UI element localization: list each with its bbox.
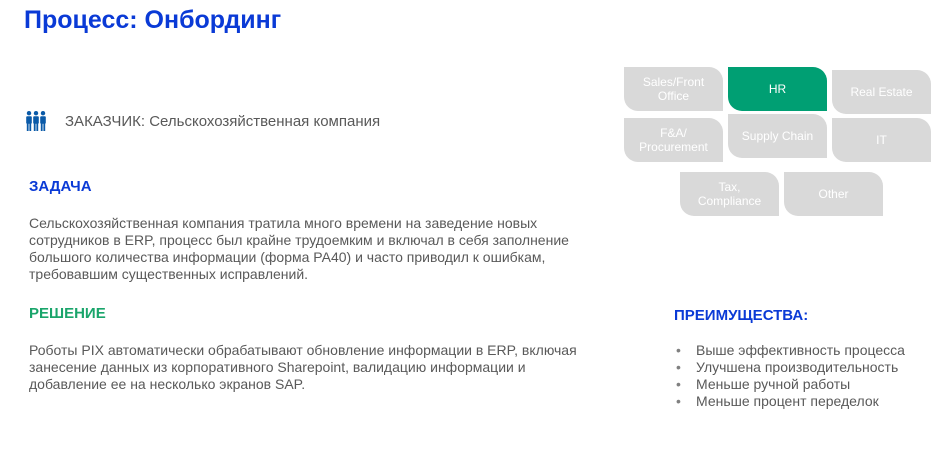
task-line: требовавшим существенных исправлений. <box>29 266 309 282</box>
tile-real-estate: Real Estate <box>832 70 931 114</box>
list-item: • Меньше ручной работы <box>674 376 905 393</box>
task-heading: ЗАДАЧА <box>29 178 92 195</box>
list-item: • Меньше процент переделок <box>674 393 905 410</box>
customer-row <box>25 107 380 135</box>
tile-sales-front-office: Sales/Front Office <box>624 67 723 111</box>
task-line: большого количества информации (форма PA40) и часто приводил к ошибкам, <box>29 249 546 265</box>
tile-tax-compliance: Tax, Compliance <box>680 172 779 216</box>
solution-line: Роботы PIX автоматически обрабатывают обновление информации в ERP, включая <box>29 342 577 358</box>
tile-supply-chain: Supply Chain <box>728 114 827 158</box>
page-title: Процесс: Онбординг <box>24 6 282 34</box>
task-description <box>29 215 619 283</box>
list-item: • Выше эффективность процесса <box>674 342 905 359</box>
list-item: • Улучшена производительность <box>674 359 905 376</box>
solution-heading: РЕШЕНИЕ <box>29 305 106 322</box>
solution-description <box>29 342 639 393</box>
solution-line: занесение данных из корпоративного Sharepoint, валидацию информации и <box>29 359 526 375</box>
task-line: сотрудников в ERP, процесс был крайне трудоемким и включал в себя заполнение <box>29 232 569 248</box>
tile-fa-procurement: F&A/ Procurement <box>624 118 723 162</box>
solution-line: добавление ее на несколько экранов SAP. <box>29 376 306 392</box>
people-group-icon <box>25 110 47 132</box>
benefits-list <box>674 342 905 410</box>
tile-hr: HR <box>728 67 827 111</box>
task-line: Сельскохозяйственная компания тратила много времени на заведение новых <box>29 215 538 231</box>
tile-it: IT <box>832 118 931 162</box>
benefits-heading: ПРЕИМУЩЕСТВА: <box>674 307 809 324</box>
customer-label: ЗАКАЗЧИК: Сельскохозяйственная компания <box>65 112 381 130</box>
tile-other: Other <box>784 172 883 216</box>
